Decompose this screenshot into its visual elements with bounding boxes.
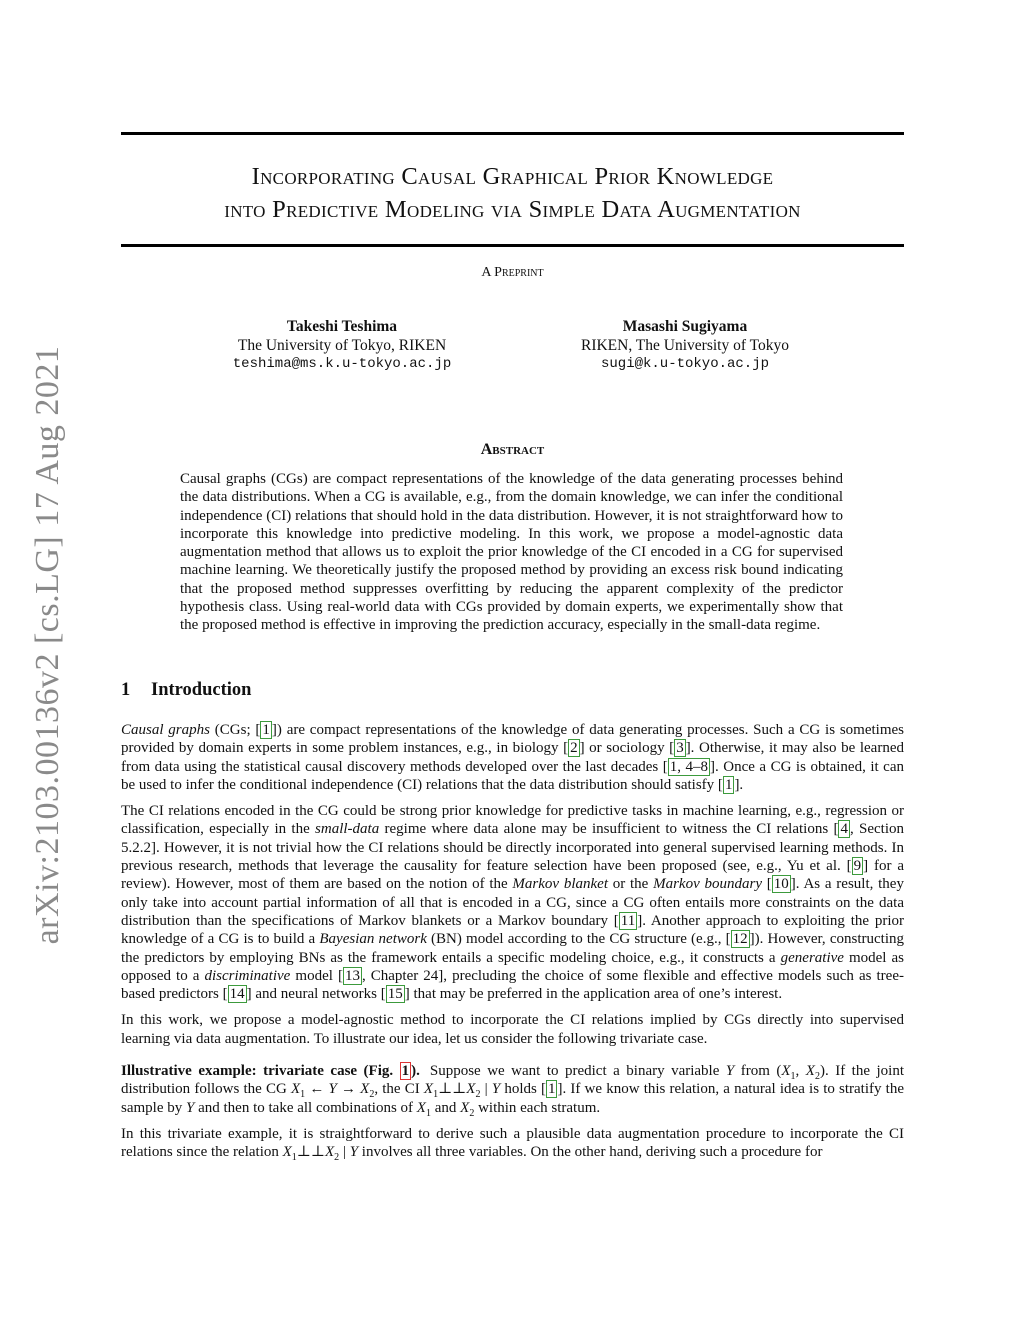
math-var: X [325, 1144, 335, 1161]
math-var: X [423, 1081, 434, 1098]
text: ). [411, 1063, 420, 1080]
math-var: X [460, 1099, 470, 1116]
text: holds [ [500, 1081, 546, 1098]
text: ]. [734, 776, 744, 793]
math-var: Y [328, 1081, 337, 1098]
math-sub: 1 [425, 1107, 431, 1119]
citation-link[interactable]: 11 [620, 912, 636, 929]
emphasis: Bayesian network [319, 931, 427, 948]
text: ]. As a result, they only take into account partial information of all that is encoded in a CG, since a CG often entails more constraints on the data distribution than the specifications of Markov blankets or a Markov boundary [ [121, 876, 904, 929]
text: (CGs; [ [209, 722, 261, 738]
math-var: X [360, 1081, 370, 1098]
term-causal-graphs: Causal graphs [121, 722, 210, 738]
text: Suppose we want to predict a binary variable [429, 1063, 726, 1080]
text: model [ [290, 967, 343, 984]
text: ] and neural networks [ [246, 986, 386, 1003]
math-op: | [480, 1081, 492, 1098]
author-block-2 [525, 318, 845, 374]
citation-link[interactable]: 15 [387, 986, 403, 1003]
preprint-label: A Preprint [481, 265, 544, 280]
citation-link[interactable]: 3 [676, 740, 684, 757]
math-op: , [795, 1063, 806, 1080]
text: and then to take all combinations of [194, 1099, 417, 1116]
paragraph-1 [121, 721, 904, 794]
text: ]). However, constructing the predictors by employing BNs as the framework entails a specific modeling choice, e.g., it constructs a [121, 931, 904, 966]
author-name: Masashi Sugiyama [622, 318, 748, 335]
citation-link[interactable]: 1 [547, 1081, 556, 1098]
citation-link[interactable]: 13 [344, 967, 360, 984]
math-sub: 2 [475, 1089, 481, 1101]
title-line-1: Incorporating Causal Graphical Prior Knowledge [251, 163, 774, 190]
citation-link[interactable]: 9 [853, 858, 862, 875]
title-bottom-rule [121, 244, 904, 247]
math-var: X [416, 1099, 426, 1116]
math-var: X [282, 1144, 292, 1161]
author-affiliation: The University of Tokyo, RIKEN [237, 336, 447, 354]
text: [ [762, 876, 772, 893]
section-title: Introduction [151, 680, 252, 700]
citation-link[interactable]: 10 [773, 876, 789, 893]
math-var: Y [349, 1144, 359, 1161]
text: within each stratum. [474, 1099, 601, 1116]
math-sub: 2 [369, 1089, 375, 1101]
math-var: X [781, 1063, 791, 1080]
section-heading [121, 680, 251, 701]
figure-link[interactable]: 1 [401, 1063, 410, 1080]
title-top-rule [121, 132, 904, 135]
text: , Chapter 24], precluding the choice of some flexible and effective models such as tree-based predictors [ [121, 967, 904, 1003]
math-sub: 2 [814, 1071, 820, 1083]
text: ). If the joint distribution follows the CG [121, 1063, 905, 1098]
text: Illustrative example: trivariate case (Fig. [121, 1063, 400, 1080]
text: or the [607, 876, 654, 893]
text: ]. Once a CG is obtained, it can be used to infer the conditional independence (CI) relations that the data distribution should satisfy [ [121, 758, 905, 793]
citation-link[interactable]: 1, 4–8 [669, 758, 709, 775]
text: , Section 5.2.2]. However, it is not trivial how the CI relations should be directly incorporated into general supervised learning methods. In previous research, methods that leverage the causality for feature selection have been proposed (see, e.g., Yu et al. [ [121, 821, 904, 875]
author-name: Takeshi Teshima [286, 318, 398, 335]
citation-link[interactable]: 1 [724, 776, 733, 793]
paragraph-3: In this work, we propose a model-agnostic method to incorporate the CI relations implied by CGs directly into supervised learning via data augmentation. To illustrate our idea, let us consider the following trivariate case. [121, 1012, 904, 1047]
citation-link[interactable]: 2 [570, 740, 578, 757]
paper-title [121, 160, 904, 226]
math-var: X [805, 1063, 815, 1080]
emphasis: small-data [315, 821, 380, 838]
text: ] for a review). However, most of them are based on the notion of the [121, 858, 904, 893]
author-email[interactable]: sugi@k.u-tokyo.ac.jp [600, 356, 770, 372]
text: ] that may be preferred in the application area of one’s interest. [404, 986, 783, 1003]
emphasis: Markov boundary [653, 876, 762, 893]
author-block-1 [182, 318, 502, 374]
text: from ( [734, 1063, 782, 1080]
math-op: | [339, 1144, 350, 1161]
title-line-2: into Predictive Modeling via Simple Data Augmentation [224, 196, 801, 223]
run-in-heading [121, 1063, 420, 1079]
text: The CI relations encoded in the CG could be strong prior knowledge for predictive tasks in machine learning, e.g., regression or classification, especially in the [121, 803, 904, 838]
citation-link[interactable]: 1 [262, 722, 270, 738]
arxiv-watermark: arXiv:2103.00136v2 [cs.LG] 17 Aug 2021 [29, 345, 66, 945]
text: involves all three variables. On the other hand, deriving such a procedure for [358, 1144, 823, 1161]
text: ] or sociology [ [579, 740, 675, 757]
text: (BN) model according to the CG structure (e.g., [ [426, 931, 731, 948]
citation-link[interactable]: 14 [229, 986, 245, 1003]
body-text [121, 721, 904, 1170]
math-sub: 2 [334, 1152, 340, 1164]
math-op: ← [305, 1081, 329, 1098]
text: and [430, 1099, 461, 1116]
text: regime where data alone may be insufficient to witness the CI relations [ [379, 821, 839, 838]
author-affiliation: RIKEN, The University of Tokyo [580, 336, 789, 354]
math-op: ⊥⊥ [438, 1081, 467, 1098]
math-var: X [466, 1081, 476, 1098]
paragraph-2 [121, 802, 904, 1003]
math-op: → [336, 1081, 361, 1098]
text: In this trivariate example, it is straightforward to derive such a plausible data augmentation procedure to incorporate the CI relations since the relation [121, 1125, 904, 1161]
emphasis: generative [780, 949, 844, 966]
citation-link[interactable]: 12 [732, 931, 748, 948]
math-sub: 1 [433, 1089, 439, 1101]
math-var: X [290, 1081, 301, 1098]
math-sub: 1 [291, 1152, 297, 1164]
math-var: Y [491, 1081, 501, 1098]
text: ]. If we know this relation, a natural idea is to stratify the sample by [121, 1081, 905, 1116]
paragraph-illustrative-example [121, 1062, 904, 1117]
emphasis: discriminative [204, 967, 291, 984]
paragraph-5 [121, 1125, 904, 1162]
citation-link[interactable]: 4 [840, 821, 848, 838]
math-sub: 1 [300, 1089, 306, 1101]
text: , the CI [374, 1081, 424, 1098]
math-sub: 1 [790, 1071, 796, 1083]
abstract-heading: Abstract [480, 441, 545, 458]
emphasis: Markov blanket [512, 876, 608, 893]
text: ]) are compact representations of the knowledge of data generating processes. Such a CG is sometimes provided by domain experts in some problem instances, e.g., in biology [ [121, 722, 904, 757]
math-var: Y [186, 1099, 195, 1116]
math-sub: 2 [469, 1107, 475, 1119]
math-op: ⊥⊥ [296, 1144, 325, 1161]
abstract-text: Causal graphs (CGs) are compact representations of the knowledge of the data generating processes behind the data distributions. When a CG is available, e.g., from the domain knowledge, we can infer the conditional independence (CI) relations that should hold in the data distribution. However, it is not straightforward how to incorporate this knowledge into predictive modeling. In this work, we propose a model-agnostic data augmentation method that allows us to exploit the prior knowledge of the CI encoded in a CG for supervised machine learning. We theoretically justify the proposed method by providing an excess risk bound indicating that the proposed method suppresses overfitting by reducing the apparent complexity of the predictor hypothesis class. Using real-world data with CGs provided by domain experts, we experimentally show that the proposed method is effective in improving the prediction accuracy, especially in the small-data regime. [180, 471, 843, 634]
text: ]. Another approach to exploiting the prior knowledge of a CG is to build a [121, 912, 904, 948]
text: model as opposed to a [121, 949, 904, 984]
author-email[interactable]: teshima@ms.k.u-tokyo.ac.jp [232, 356, 452, 372]
math-var: Y [725, 1063, 735, 1080]
section-number: 1 [121, 680, 131, 700]
text: ]. Otherwise, it may also be learned from data using the statistical causal discovery methods developed over the last decades [ [121, 740, 904, 775]
